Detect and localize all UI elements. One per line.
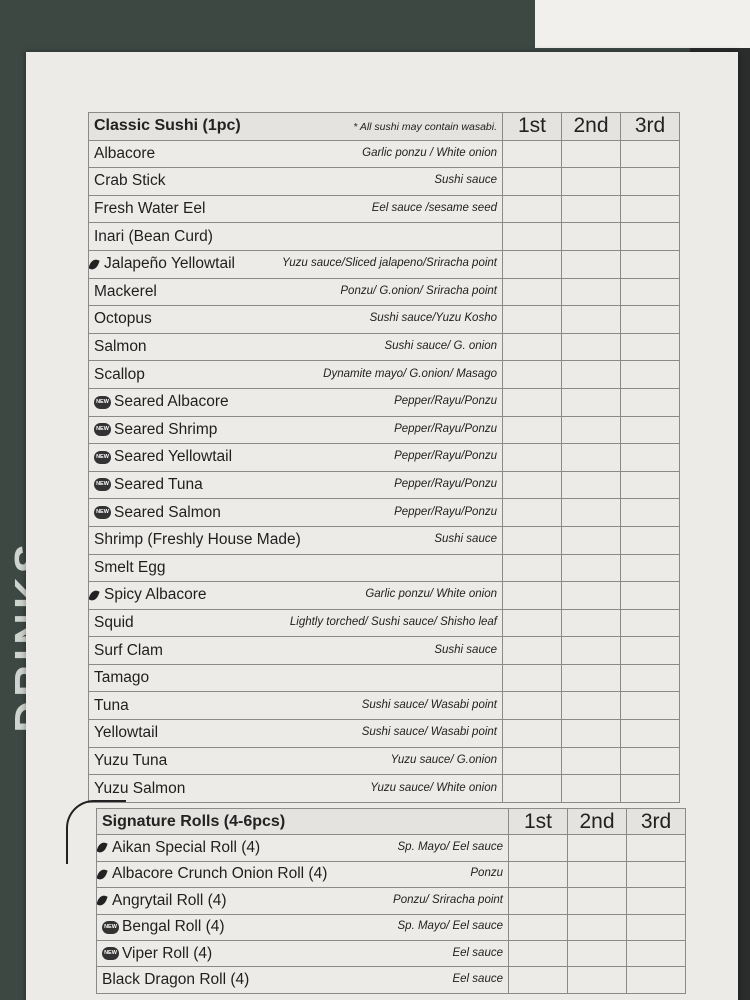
round-1-quantity-cell[interactable]: [509, 861, 568, 887]
round-1-quantity-cell[interactable]: [503, 499, 562, 527]
round-3-quantity-cell[interactable]: [621, 388, 680, 416]
item-sauce: Sushi sauce/ G. onion: [384, 340, 497, 353]
menu-item-row: [89, 168, 680, 196]
round-2-quantity-cell[interactable]: [562, 582, 621, 610]
wasabi-note: * All sushi may contain wasabi.: [353, 121, 497, 134]
item-name: Seared Shrimp: [114, 420, 218, 438]
item-sauce: Sushi sauce: [434, 174, 497, 187]
menu-item-cell: [89, 444, 503, 472]
item-sauce: Sushi sauce/Yuzu Kosho: [369, 312, 497, 325]
round-3-quantity-cell[interactable]: [621, 499, 680, 527]
item-sauce: Garlic ponzu / White onion: [362, 146, 497, 159]
round-2-quantity-cell[interactable]: [562, 223, 621, 251]
menu-item-cell: [89, 664, 503, 692]
round-1-quantity-cell[interactable]: [503, 250, 562, 278]
menu-item-row: [89, 554, 680, 582]
round-2-quantity-cell[interactable]: [562, 499, 621, 527]
item-sauce: Yuzu sauce/ G.onion: [390, 753, 497, 766]
spicy-pepper-icon: [97, 868, 108, 881]
round-3-quantity-cell[interactable]: [621, 416, 680, 444]
item-sauce: Pepper/Rayu/Ponzu: [394, 422, 497, 435]
round-3-quantity-cell[interactable]: [621, 306, 680, 334]
round-1-quantity-cell[interactable]: [509, 967, 568, 993]
round-1-quantity-cell[interactable]: [509, 940, 568, 966]
item-name: Shrimp (Freshly House Made): [94, 531, 301, 549]
item-name: Seared Tuna: [114, 476, 203, 494]
menu-item-row: [97, 861, 686, 887]
menu-item-cell: [89, 692, 503, 720]
item-sauce: Pepper/Rayu/Ponzu: [394, 450, 497, 463]
round-2-quantity-cell[interactable]: [562, 692, 621, 720]
round-3-quantity-cell[interactable]: [621, 775, 680, 803]
round-2-quantity-cell[interactable]: [568, 967, 627, 993]
round-1-quantity-cell[interactable]: [503, 223, 562, 251]
round-2-quantity-cell[interactable]: [562, 140, 621, 168]
menu-item-row: [89, 140, 680, 168]
round-1-quantity-cell[interactable]: [503, 168, 562, 196]
menu-item-row: [89, 388, 680, 416]
menu-item-row: [97, 914, 686, 940]
item-sauce: Eel sauce: [452, 946, 503, 959]
menu-item-row: [89, 775, 680, 803]
round-2-quantity-cell[interactable]: [562, 444, 621, 472]
item-name: Crab Stick: [94, 172, 166, 190]
round-2-quantity-cell[interactable]: [562, 775, 621, 803]
new-badge-icon: NEW: [94, 451, 111, 464]
round-1-quantity-cell[interactable]: [503, 444, 562, 472]
item-sauce: Ponzu/ Sriracha point: [393, 893, 503, 906]
menu-item-cell: [89, 775, 503, 803]
item-name: Yellowtail: [94, 724, 159, 742]
menu-item-row: [97, 888, 686, 914]
menu-item-row: [89, 306, 680, 334]
round-2-quantity-cell[interactable]: [562, 720, 621, 748]
round-3-quantity-cell[interactable]: [621, 609, 680, 637]
item-name: Albacore: [94, 144, 156, 162]
item-name: Yuzu Salmon: [94, 779, 186, 797]
round-2-quantity-cell[interactable]: [562, 554, 621, 582]
item-name: Surf Clam: [94, 641, 163, 659]
round-3-quantity-cell[interactable]: [627, 914, 686, 940]
menu-item-cell: [89, 747, 503, 775]
round-2-quantity-cell[interactable]: [562, 168, 621, 196]
round-1-quantity-cell[interactable]: [503, 747, 562, 775]
round-2-header: 2nd: [568, 809, 627, 835]
round-3-quantity-cell[interactable]: [621, 140, 680, 168]
menu-item-cell: [89, 526, 503, 554]
item-name: Scallop: [94, 365, 145, 383]
item-name: Black Dragon Roll (4): [102, 971, 250, 989]
item-sauce: Eel sauce /sesame seed: [371, 202, 497, 215]
section-title: Classic Sushi (1pc) * All sushi may contain wasabi.: [89, 113, 503, 141]
spicy-pepper-icon: [89, 258, 100, 271]
menu-item-row: [89, 499, 680, 527]
round-3-quantity-cell[interactable]: [621, 720, 680, 748]
round-3-quantity-cell[interactable]: [621, 471, 680, 499]
menu-item-cell: [97, 967, 509, 993]
new-badge-icon: NEW: [94, 396, 111, 409]
round-3-quantity-cell[interactable]: [621, 444, 680, 472]
menu-item-cell: [89, 416, 503, 444]
round-2-header: 2nd: [562, 113, 621, 141]
item-sauce: Eel sauce: [452, 973, 503, 986]
order-sheet: [26, 52, 738, 1000]
item-sauce: Pepper/Rayu/Ponzu: [394, 478, 497, 491]
item-sauce: Sushi sauce/ Wasabi point: [361, 698, 497, 711]
menu-item-cell: [89, 388, 503, 416]
round-2-quantity-cell[interactable]: [562, 361, 621, 389]
round-3-quantity-cell[interactable]: [621, 747, 680, 775]
round-2-quantity-cell[interactable]: [562, 306, 621, 334]
new-badge-icon: NEW: [94, 506, 111, 519]
round-3-quantity-cell[interactable]: [621, 554, 680, 582]
menu-item-cell: [97, 835, 509, 861]
menu-item-row: [89, 250, 680, 278]
item-name: Tamago: [94, 669, 150, 687]
round-3-header: 3rd: [627, 809, 686, 835]
round-1-header: 1st: [503, 113, 562, 141]
menu-item-cell: [89, 168, 503, 196]
round-2-quantity-cell[interactable]: [562, 526, 621, 554]
item-name: Fresh Water Eel: [94, 200, 206, 218]
round-2-quantity-cell[interactable]: [562, 416, 621, 444]
menu-item-cell: [89, 720, 503, 748]
item-name: Yuzu Tuna: [94, 751, 168, 769]
item-sauce: Sushi sauce: [434, 533, 497, 546]
item-sauce: Sushi sauce: [434, 643, 497, 656]
menu-item-row: [89, 720, 680, 748]
pen-mark: [66, 800, 126, 864]
menu-item-row: [89, 195, 680, 223]
menu-item-cell: [89, 223, 503, 251]
round-1-quantity-cell[interactable]: [503, 306, 562, 334]
menu-item-cell: [89, 499, 503, 527]
round-1-quantity-cell[interactable]: [503, 278, 562, 306]
round-3-quantity-cell[interactable]: [621, 664, 680, 692]
item-name: Tuna: [94, 696, 129, 714]
item-name: Seared Yellowtail: [114, 448, 233, 466]
round-2-quantity-cell[interactable]: [568, 835, 627, 861]
item-name: Spicy Albacore: [104, 586, 207, 604]
round-1-quantity-cell[interactable]: [509, 835, 568, 861]
round-2-quantity-cell[interactable]: [562, 333, 621, 361]
menu-item-row: [89, 637, 680, 665]
round-3-quantity-cell[interactable]: [621, 692, 680, 720]
menu-item-cell: [97, 940, 509, 966]
item-name: Squid: [94, 613, 134, 631]
background-card: [535, 0, 750, 48]
menu-item-cell: [89, 609, 503, 637]
round-2-quantity-cell[interactable]: [562, 747, 621, 775]
new-badge-icon: NEW: [102, 947, 119, 960]
menu-item-row: [97, 967, 686, 993]
round-1-quantity-cell[interactable]: [503, 664, 562, 692]
item-sauce: Lightly torched/ Sushi sauce/ Shisho leaf: [289, 615, 497, 628]
round-3-quantity-cell[interactable]: [627, 835, 686, 861]
item-name: Salmon: [94, 338, 147, 356]
round-1-quantity-cell[interactable]: [503, 554, 562, 582]
round-1-quantity-cell[interactable]: [509, 888, 568, 914]
round-1-quantity-cell[interactable]: [503, 416, 562, 444]
round-3-quantity-cell[interactable]: [621, 195, 680, 223]
round-3-quantity-cell[interactable]: [627, 861, 686, 887]
round-1-quantity-cell[interactable]: [503, 720, 562, 748]
item-sauce: Sp. Mayo/ Eel sauce: [397, 841, 503, 854]
round-2-quantity-cell[interactable]: [562, 637, 621, 665]
menu-item-row: [89, 609, 680, 637]
round-3-header: 3rd: [621, 113, 680, 141]
menu-item-cell: [97, 888, 509, 914]
menu-item-row: [97, 835, 686, 861]
round-2-quantity-cell[interactable]: [562, 471, 621, 499]
round-1-quantity-cell[interactable]: [503, 361, 562, 389]
menu-item-cell: [89, 582, 503, 610]
item-name: Jalapeño Yellowtail: [104, 255, 235, 273]
menu-item-row: [89, 361, 680, 389]
item-sauce: Ponzu: [470, 867, 503, 880]
menu-item-cell: [89, 195, 503, 223]
round-3-quantity-cell[interactable]: [621, 223, 680, 251]
menu-item-cell: [97, 861, 509, 887]
round-2-quantity-cell[interactable]: [562, 388, 621, 416]
menu-item-cell: [89, 278, 503, 306]
round-2-quantity-cell[interactable]: [562, 664, 621, 692]
menu-item-cell: [89, 333, 503, 361]
item-name: Angrytail Roll (4): [112, 891, 227, 909]
round-1-quantity-cell[interactable]: [503, 582, 562, 610]
round-1-quantity-cell[interactable]: [503, 692, 562, 720]
spicy-pepper-icon: [89, 589, 100, 602]
round-3-quantity-cell[interactable]: [627, 940, 686, 966]
menu-item-row: [89, 278, 680, 306]
item-name: Seared Albacore: [114, 393, 229, 411]
round-2-quantity-cell[interactable]: [562, 278, 621, 306]
round-1-quantity-cell[interactable]: [503, 333, 562, 361]
menu-item-row: [89, 692, 680, 720]
menu-item-row: [89, 582, 680, 610]
round-3-quantity-cell[interactable]: [621, 361, 680, 389]
round-1-quantity-cell[interactable]: [503, 471, 562, 499]
round-2-quantity-cell[interactable]: [568, 861, 627, 887]
round-2-quantity-cell[interactable]: [562, 250, 621, 278]
item-name: Albacore Crunch Onion Roll (4): [112, 865, 328, 883]
menu-item-cell: [89, 361, 503, 389]
menu-item-row: [89, 747, 680, 775]
menu-item-row: [89, 471, 680, 499]
round-3-quantity-cell[interactable]: [621, 582, 680, 610]
new-badge-icon: NEW: [94, 423, 111, 436]
item-name: Aikan Special Roll (4): [112, 839, 261, 857]
signature-rolls-table: [96, 808, 686, 994]
round-2-quantity-cell[interactable]: [568, 914, 627, 940]
menu-item-cell: [89, 140, 503, 168]
menu-item-cell: [89, 554, 503, 582]
item-sauce: Pepper/Rayu/Ponzu: [394, 395, 497, 408]
classic-sushi-table: [88, 112, 680, 803]
menu-item-cell: [89, 471, 503, 499]
menu-item-cell: [89, 306, 503, 334]
menu-item-cell: [89, 637, 503, 665]
item-sauce: Yuzu sauce/ White onion: [370, 781, 497, 794]
item-name: Inari (Bean Curd): [94, 227, 213, 245]
item-sauce: Sp. Mayo/ Eel sauce: [397, 920, 503, 933]
item-sauce: Sushi sauce/ Wasabi point: [361, 726, 497, 739]
round-3-quantity-cell[interactable]: [627, 888, 686, 914]
round-1-quantity-cell[interactable]: [503, 195, 562, 223]
menu-item-row: [89, 223, 680, 251]
round-2-quantity-cell[interactable]: [568, 940, 627, 966]
round-3-quantity-cell[interactable]: [621, 333, 680, 361]
new-badge-icon: NEW: [94, 478, 111, 491]
round-3-quantity-cell[interactable]: [621, 526, 680, 554]
menu-item-row: [89, 526, 680, 554]
round-2-quantity-cell[interactable]: [568, 888, 627, 914]
round-2-quantity-cell[interactable]: [562, 195, 621, 223]
item-sauce: Yuzu sauce/Sliced jalapeno/Sriracha point: [281, 257, 497, 270]
round-1-quantity-cell[interactable]: [503, 140, 562, 168]
round-1-quantity-cell[interactable]: [503, 775, 562, 803]
round-1-quantity-cell[interactable]: [503, 637, 562, 665]
menu-item-row: [89, 664, 680, 692]
spicy-pepper-icon: [97, 894, 108, 907]
section-title: Signature Rolls (4-6pcs): [97, 809, 509, 835]
round-1-quantity-cell[interactable]: [503, 388, 562, 416]
round-2-quantity-cell[interactable]: [562, 609, 621, 637]
round-1-quantity-cell[interactable]: [503, 609, 562, 637]
round-3-quantity-cell[interactable]: [621, 637, 680, 665]
menu-item-row: [97, 940, 686, 966]
item-name: Viper Roll (4): [122, 944, 213, 962]
new-badge-icon: NEW: [102, 921, 119, 934]
round-1-quantity-cell[interactable]: [509, 914, 568, 940]
round-3-quantity-cell[interactable]: [621, 168, 680, 196]
menu-item-cell: [89, 250, 503, 278]
menu-item-row: [89, 444, 680, 472]
round-3-quantity-cell[interactable]: [627, 967, 686, 993]
round-3-quantity-cell[interactable]: [621, 250, 680, 278]
menu-item-cell: [97, 914, 509, 940]
item-name: Mackerel: [94, 282, 157, 300]
menu-item-row: [89, 416, 680, 444]
round-3-quantity-cell[interactable]: [621, 278, 680, 306]
item-sauce: Dynamite mayo/ G.onion/ Masago: [323, 367, 497, 380]
menu-item-row: [89, 333, 680, 361]
item-name: Octopus: [94, 310, 152, 328]
item-sauce: Pepper/Rayu/Ponzu: [394, 505, 497, 518]
item-name: Bengal Roll (4): [122, 918, 225, 936]
item-sauce: Ponzu/ G.onion/ Sriracha point: [340, 284, 497, 297]
round-1-header: 1st: [509, 809, 568, 835]
item-name: Seared Salmon: [114, 503, 221, 521]
item-name: Smelt Egg: [94, 558, 166, 576]
round-1-quantity-cell[interactable]: [503, 526, 562, 554]
item-sauce: Garlic ponzu/ White onion: [365, 588, 497, 601]
